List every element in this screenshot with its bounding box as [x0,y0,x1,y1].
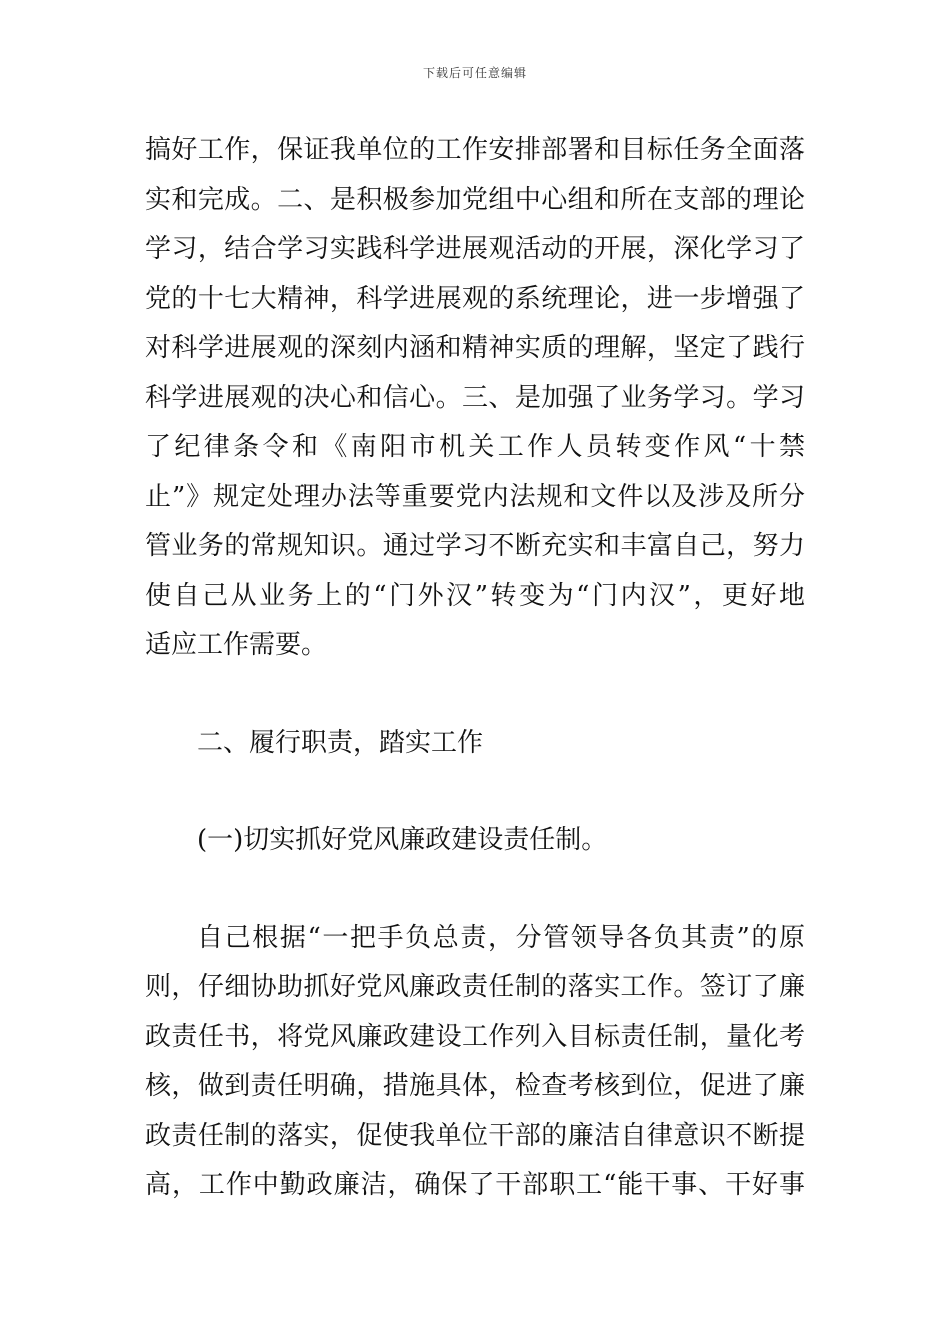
paragraph-spacer [145,768,805,816]
section-heading: 二、履行职责，踏实工作 [197,727,484,758]
paragraph-line: 适应工作需要。 [145,630,328,660]
paragraph-line: 党的十七大精神，科学进展观的系统理论，进一步增强了 [145,283,805,314]
paragraph-line: 对科学进展观的深刻内涵和精神实质的理解，坚定了践行 [145,333,805,363]
paragraph-line: 政责任书，将党风廉政建设工作列入目标责任制，量化考 [145,1021,805,1052]
paragraph-line: 实和完成。二、是积极参加党组中心组和所在支部的理论 [145,184,805,215]
paragraph-study [145,126,805,671]
paragraph-line: 了纪律条令和《南阳市机关工作人员转变作风“十禁 [145,432,805,462]
paragraph-line: 管业务的常规知识。通过学习不断充实和丰富自己，努力 [145,531,805,561]
paragraph-line: 则，仔细协助抓好党风廉政责任制的落实工作。签订了廉 [145,972,805,1002]
document-body [145,126,805,1211]
paragraph-line: 高，工作中勤政廉洁，确保了干部职工“能干事、干好事 [145,1170,805,1200]
paragraph-line: 科学进展观的决心和信心。三、是加强了业务学习。学习 [145,382,805,413]
paragraph-line: 搞好工作，保证我单位的工作安排部署和目标任务全面落 [145,135,805,165]
paragraph-line: 自己根据“一把手负总责，分管领导各负其责”的原 [197,922,805,953]
page-header: 下载后可任意编辑 [422,66,527,80]
paragraph-line: 使自己从业务上的“门外汉”转变为“门内汉”，更好地 [145,580,805,611]
paragraph-spacer [145,866,805,914]
paragraph-line: 核，做到责任明确，措施具体，检查考核到位，促进了廉 [145,1071,805,1101]
paragraph-responsibility [145,914,805,1211]
paragraph-line: 学习，结合学习实践科学进展观活动的开展，深化学习了 [145,234,805,264]
subsection-heading: (一)切实抓好党风廉政建设责任制。 [197,825,608,855]
paragraph-spacer [145,671,805,719]
paragraph-line: 政责任制的落实，促使我单位干部的廉洁自律意识不断提 [145,1120,805,1151]
paragraph-line: 止”》规定处理办法等重要党内法规和文件以及涉及所分 [145,481,805,512]
